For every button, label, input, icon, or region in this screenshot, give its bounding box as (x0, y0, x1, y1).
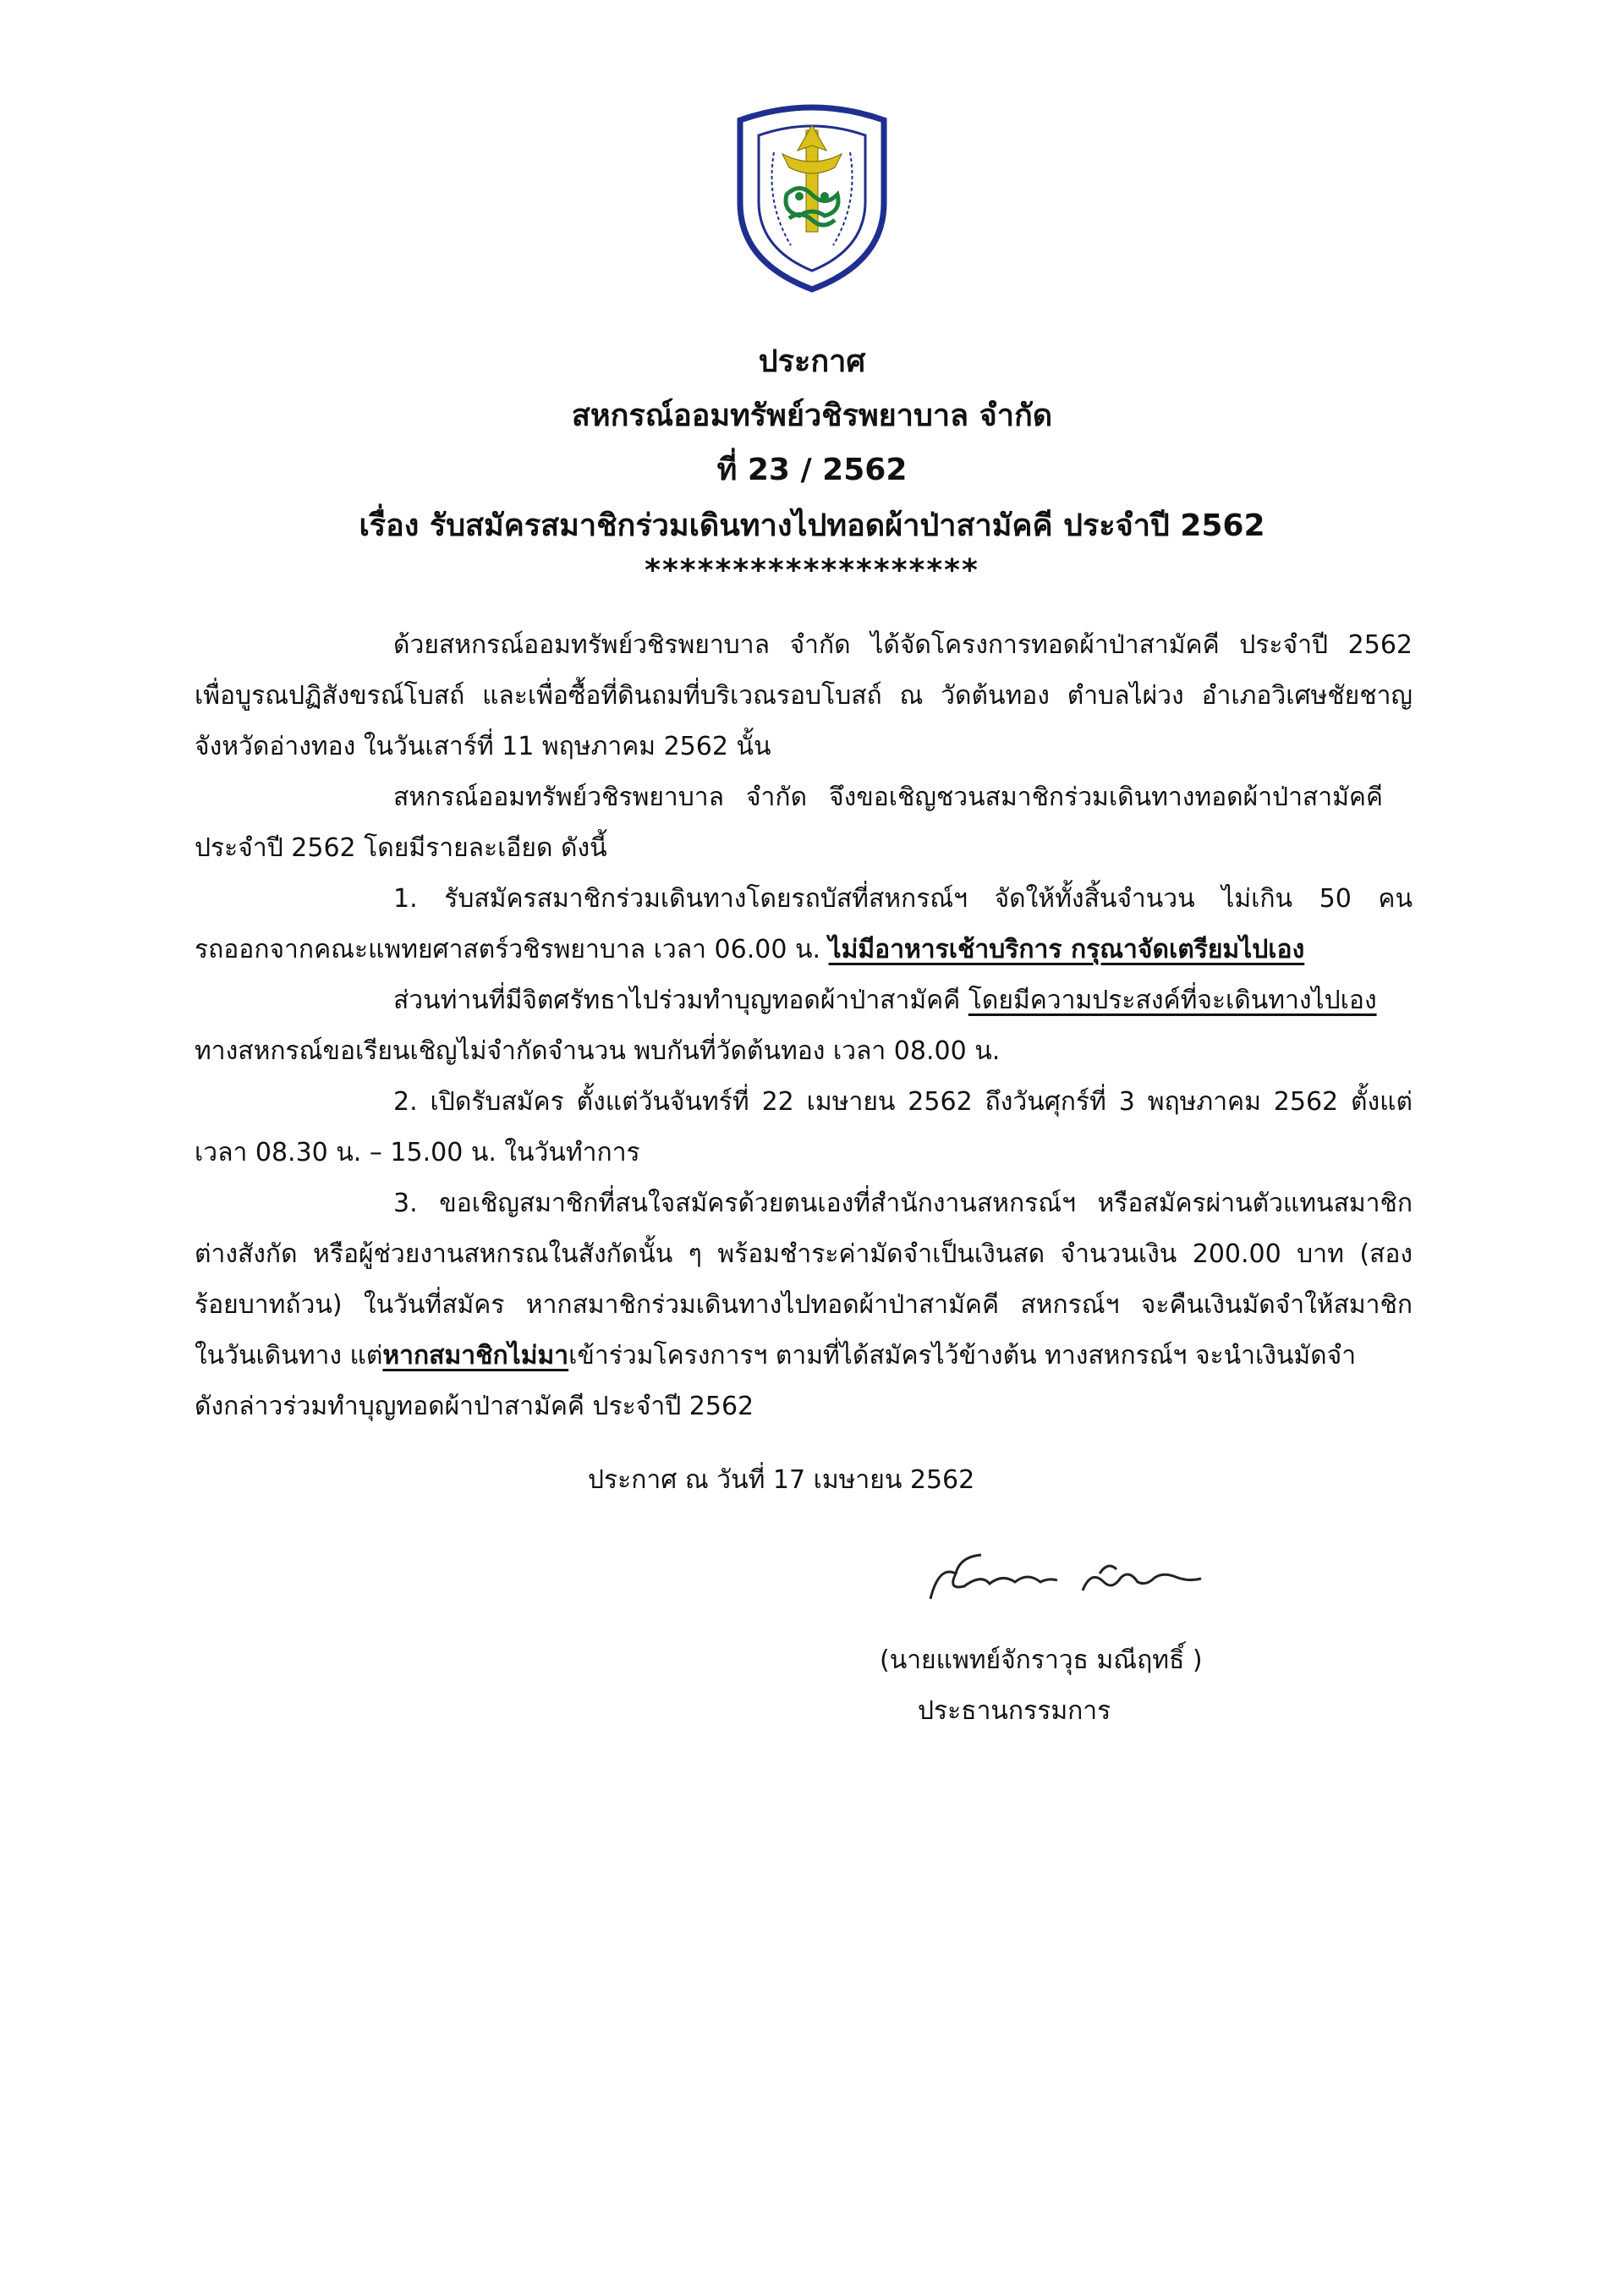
paragraph-line: จังหวัดอ่างทอง ในวันเสาร์ที่ 11 พฤษภาคม 2562 นั้น (195, 732, 771, 761)
item-2-line: 2. เปิดรับสมัคร ตั้งแต่วันจันทร์ที่ 22 เมษายน 2562 ถึงวันศุกร์ที่ 3 พฤษภาคม 2562 ตั้งแต่ (393, 1087, 1413, 1117)
item-2-line: เวลา 08.30 น. – 15.00 น. ในวันทำการ (195, 1138, 640, 1167)
item-1-line: รถออกจากคณะแพทยศาสตร์วชิรพยาบาล เวลา 06.00 น. ไม่มีอาหารเช้าบริการ กรุณาจัดเตรียมไปเอง (195, 935, 1305, 964)
paragraph-line: ด้วยสหกรณ์ออมทรัพย์วชิรพยาบาล จำกัด ได้จัดโครงการทอดผ้าป่าสามัคคี ประจำปี 2562 (393, 630, 1413, 660)
announcement-title: ประกาศ (758, 344, 866, 379)
paragraph-line: สหกรณ์ออมทรัพย์วชิรพยาบาล จำกัด จึงขอเชิญชวนสมาชิกร่วมเดินทางทอดผ้าป่าสามัคคี (393, 783, 1383, 812)
cooperative-seal-icon (723, 102, 901, 296)
signatory-position: ประธานกรรมการ (918, 1696, 1111, 1726)
separator-stars: ******************* (645, 553, 979, 588)
item-3-line: 3. ขอเชิญสมาชิกที่สนใจสมัครด้วยตนเองที่สำนักงานสหกรณ์ฯ หรือสมัครผ่านตัวแทนสมาชิก (393, 1189, 1413, 1218)
announcement-subject: เรื่อง รับสมัครสมาชิกร่วมเดินทางไปทอดผ้าป่าสามัคคี ประจำปี 2562 (359, 508, 1265, 543)
item-1-line: ทางสหกรณ์ขอเรียนเชิญไม่จำกัดจำนวน พบกันที่วัดต้นทอง เวลา 08.00 น. (195, 1036, 1001, 1066)
announcement-date: ประกาศ ณ วันที่ 17 เมษายน 2562 (588, 1465, 975, 1495)
item-3-line: ร้อยบาทถ้วน) ในวันที่สมัคร หากสมาชิกร่วมเดินทางไปทอดผ้าป่าสามัคคี สหกรณ์ฯ จะคืนเงินมัดจำให้สมาชิก (195, 1290, 1413, 1320)
announcement-number: ที่ 23 / 2562 (716, 453, 908, 487)
item-3-line: ต่างสังกัด หรือผู้ช่วยงานสหกรณในสังกัดนั้น ๆ พร้อมชำระค่ามัดจำเป็นเงินสด จำนวนเงิน 200.00 บาท (สอง (195, 1239, 1413, 1269)
item-3-line: ในวันเดินทาง แต่หากสมาชิกไม่มาเข้าร่วมโครงการฯ ตามที่ได้สมัครไว้ข้างต้น ทางสหกรณ์ฯ จะนำเงินมัดจำ (195, 1341, 1357, 1370)
paragraph-line: เพื่อบูรณปฏิสังขรณ์โบสถ์ และเพื่อซื้อที่ดินถมที่บริเวณรอบโบสถ์ ณ วัดต้นทอง ตำบลไผ่วง อำเภอวิเศษชัยชาญ (195, 681, 1413, 711)
absent-member-note: หากสมาชิกไม่มา (382, 1341, 569, 1370)
self-travel-note: โดยมีความประสงค์ที่จะเดินทางไปเอง (968, 986, 1377, 1015)
paragraph-line: ประจำปี 2562 โดยมีรายละเอียด ดังนี้ (195, 833, 607, 863)
item-3-line: ดังกล่าวร่วมทำบุญทอดผ้าป่าสามัคคี ประจำปี 2562 (195, 1392, 754, 1421)
organization-name: สหกรณ์ออมทรัพย์วชิรพยาบาล จำกัด (571, 398, 1053, 433)
item-1-line: ส่วนท่านที่มีจิตศรัทธาไปร่วมทำบุญทอดผ้าป่าสามัคคี โดยมีความประสงค์ที่จะเดินทางไปเอง (393, 986, 1377, 1015)
signatory-name: (นายแพทย์จักราวุธ มณีฤทธิ์ ) (880, 1645, 1203, 1675)
item-1-line: 1. รับสมัครสมาชิกร่วมเดินทางโดยรถบัสที่สหกรณ์ฯ จัดให้ทั้งสิ้นจำนวน ไม่เกิน 50 คน (393, 884, 1413, 914)
no-breakfast-notice: ไม่มีอาหารเช้าบริการ กรุณาจัดเตรียมไปเอง (828, 935, 1305, 964)
handwritten-signature-icon (922, 1540, 1210, 1616)
